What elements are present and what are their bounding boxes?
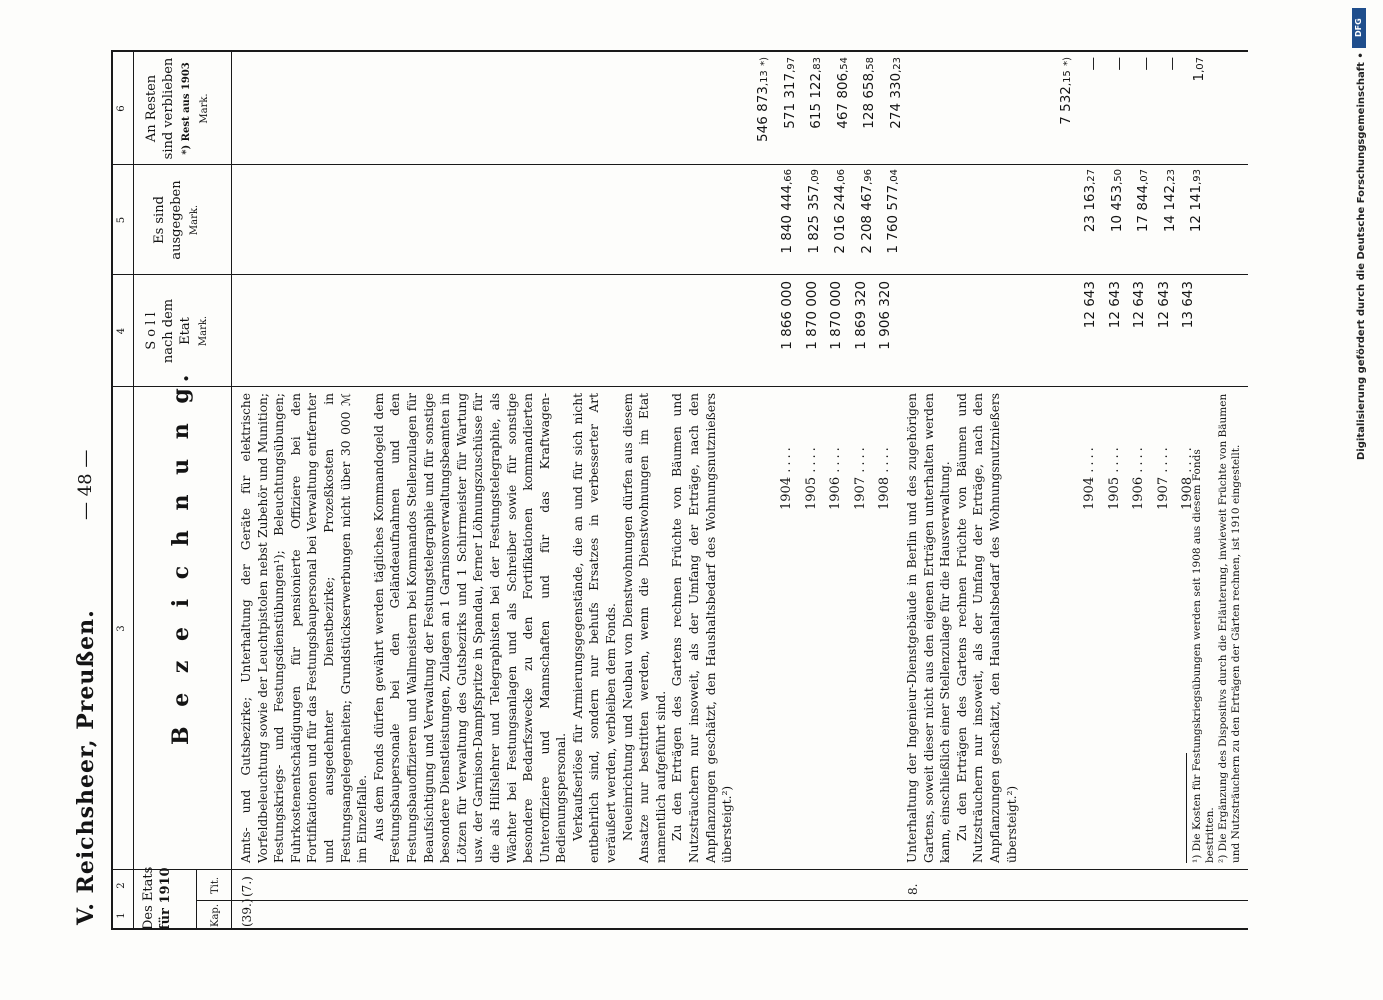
footnote-2: ²) Die Ergänzung des Dispositivs durch die Erläuterung, inwieweit Früchte von Bäumen und Nutzsträuchern zu den Erträgen der Gärten rechnen, ist 1910 eingestellt. [1217, 393, 1242, 863]
ausgegeben-value: 1 840 444,66 [779, 169, 795, 254]
year-row: 1905 .... [803, 444, 819, 510]
ausgegeben-value: 2 208 467,96 [858, 169, 875, 254]
year-row: 1905 .... [1106, 444, 1122, 510]
footnote-rule [1186, 753, 1187, 863]
kap-label: Kap. [210, 904, 221, 928]
dfg-logo: DFG [1352, 8, 1366, 48]
ausgegeben-value: 17 844,07 [1135, 169, 1151, 233]
col4-l3: Etat [178, 317, 193, 345]
year-row: 1904 .... [1082, 444, 1097, 510]
entry1-soll [775, 281, 898, 387]
rest-value: — [1164, 57, 1180, 71]
rest-value: — [1111, 57, 1127, 71]
rotated-page-content [18, 15, 1248, 965]
rest-value: 571 317,97 [781, 57, 798, 129]
rest-value: 615 122,83 [808, 57, 824, 129]
rest-value: 274 330,23 [887, 57, 904, 129]
entry2-para-2: Zu den Erträgen des Gartens rechnen Früchte von Bäumen und Nutzsträuchern nur insoweit, als der Umfang der Erträge, nach den Anpflanzungen geschätzt, den Haushaltsbedarf des Wohnungsnutznießers übersteigt.²) [954, 393, 1019, 863]
col6-l1: An Resten [144, 74, 159, 143]
entry1-text [238, 393, 736, 863]
rest-1903: 7 532,15 *) [1058, 57, 1074, 125]
colnum-rule [133, 50, 134, 930]
colnum-5: 5 [116, 216, 127, 224]
entry2-reste [1054, 57, 1213, 165]
page-number: — 48 — [75, 449, 96, 520]
col4-l2: nach dem [161, 298, 176, 364]
entry1-para-5: Zu den Erträgen des Gartens rechnen Früchte von Bäumen und Nutzsträuchern nur insoweit, als der Umfang der Erträge, nach den Anpflanzungen geschätzt, den Haushaltsbedarf des Wohnungsnutznießers übersteigt.²) [670, 393, 735, 863]
col5-header [151, 165, 203, 275]
col5-unit: Mark. [189, 204, 200, 236]
rest-value: — [1137, 57, 1154, 71]
entry2-years [1078, 444, 1201, 510]
col6-header [143, 52, 213, 165]
entry2-text [904, 393, 1020, 863]
col12-top: Des Etats [141, 866, 156, 930]
header-bottom-rule [231, 50, 232, 930]
soll-value: 1 870 000 [828, 281, 844, 350]
entry2-soll [1078, 281, 1201, 387]
soll-value: 1 870 000 [803, 281, 820, 350]
table-left-rule [111, 928, 1248, 930]
ausgegeben-value: 1 825 357,09 [805, 169, 822, 254]
rest-value: 467 806,54 [834, 57, 851, 129]
year-row: 1908 .... [1180, 444, 1195, 510]
soll-value: 12 643 [1082, 281, 1098, 329]
entry1-ausgegeben [775, 169, 908, 275]
col6-l3: *) Rest aus 1903 [181, 62, 192, 155]
colnum-2: 2 [116, 882, 127, 889]
soll-value: 1 866 000 [779, 281, 795, 350]
col6-l2: sind verblieben [161, 57, 176, 160]
col5-l1: Es sind [152, 196, 167, 244]
entry1-reste [751, 57, 910, 165]
colnum-3: 3 [116, 625, 127, 632]
col4-header [143, 275, 212, 387]
soll-value: 1 869 320 [852, 281, 869, 350]
soll-value: 12 643 [1155, 281, 1172, 329]
col12-year: für 1910 [158, 867, 173, 930]
tit-label: Tit. [210, 876, 221, 895]
footnote-1: ¹) Die Kosten für Festungskriegsübungen werden seit 1908 aus diesem Fonds bestritten. [1191, 449, 1216, 863]
soll-value: 13 643 [1180, 281, 1196, 329]
entry1-tit: (7.) [240, 876, 254, 897]
entry1-para-1: Amts- und Gutsbezirke; Unterhaltung der Geräte für elektrische Vorfeldbeleuchtung sowie der Leuchtpistolen nebst Zubehör und Munition; Festungskriegs- und Festungsdienstübungen¹); Beleuchtungsübungen; Fuhrkostenentschädigungen für pensionierte Offiziere bei den Fortifikationen und für das Festungsbaupersonal bei Verwaltung entfernter und ausgedehnter Dienstbezirke; Prozeßkosten in Festungsangelegenheiten; Grundstückserwerbungen nicht über 30 000 ℳ im Einzelfalle. [239, 393, 370, 863]
col5-l2: ausgegeben [169, 180, 184, 260]
entry1-para-3: Verkaufserlöse für Armierungsgegenstände, die an und für sich nicht entbehrlich sind, sondern nur behufs Ersatzes in verbesserter Art veräußert werden, verbleiben dem Fonds. [570, 393, 619, 863]
year-row: 1907 .... [852, 444, 868, 510]
col1-rule [111, 869, 1248, 870]
table-right-rule [111, 50, 1248, 52]
entry2-ausgegeben [1078, 169, 1211, 275]
entry2-para-1: Unterhaltung der Ingenieur-Dienstgebäude in Berlin und des zugehörigen Gartens, soweit dieser nicht aus den eigenen Erträgen unterhalten werden kann, einschließlich einer Stellenzulage für die Hausverwaltung. [905, 393, 953, 863]
year-row: 1907 .... [1155, 444, 1171, 510]
colnum-6: 6 [116, 105, 127, 112]
entry1-para-2: Aus dem Fonds dürfen gewährt werden tägliches Kommandogeld dem Festungsbaupersonale bei den Geländeaufnahmen und den Festungsbauoffizieren und Wallmeistern bei Kommandos Stellenzulagen für Beaufsichtigung und Verwaltung der Festungstelegraphie und für sonstige besondere Dienstleistungen, Zulagen an 1 Garnisonverwaltungsbeamten in Lötzen für Verwaltung des Gutsbezirks und 1 Schirrmeister für Wartung usw. der Garnison-Dampfspritze in Spandau, ferner Löhnungszuschüsse für die als Hilfslehrer und Telegraphisten bei der Festungstelegraphie, als Wächter bei Festungsanlagen und als Schreiber sowie für sonstige besondere Bedarfszwecke zu den Fortifikationen kommandierten Unteroffiziere und Mannschaften und für das Kraftwagen-Bedienungspersonal. [371, 393, 569, 863]
ausgegeben-value: 1 760 577,04 [885, 169, 901, 254]
ausgegeben-value: 2 016 244,06 [832, 169, 848, 254]
col12-header [140, 866, 174, 930]
col4-l1: S o l l [144, 312, 159, 350]
ausgegeben-value: 23 163,27 [1082, 169, 1098, 233]
ausgegeben-value: 14 142,23 [1161, 169, 1178, 233]
year-row: 1904 .... [779, 444, 794, 510]
col3-title: B e z e i c h n u n g. [168, 368, 194, 745]
col6-unit: Mark. [199, 93, 210, 124]
rest-value: 1,07 [1190, 57, 1207, 82]
rest-1903: 546 873,13 *) [755, 57, 771, 142]
rest-value: — [1084, 57, 1101, 71]
col1-sub [206, 901, 224, 930]
section-header: V. Reichsheer, Preußen. [73, 609, 99, 925]
soll-value: 1 906 320 [877, 281, 893, 350]
digitization-credit: Digitalisierung gefördert durch die Deutsche Forschungsgemeinschaft • [1356, 52, 1367, 460]
ausgegeben-value: 12 141,93 [1188, 169, 1204, 233]
table-top-rule [111, 50, 113, 930]
ausgegeben-value: 10 453,50 [1108, 169, 1125, 233]
rest-value: 128 658,58 [861, 57, 877, 129]
year-row: 1908 .... [877, 444, 892, 510]
entry2-tit: 8. [906, 883, 920, 895]
year-row: 1906 .... [828, 444, 843, 510]
entry1-para-4: Neueinrichtung und Neubau von Dienstwohnungen dürfen aus diesem Ansatze nur bestritten werden, wenn die Dienstwohnungen im Etat namentlich aufgeführt sind. [620, 393, 668, 863]
footnotes [1191, 393, 1243, 863]
entry1-kap: (39.) [240, 898, 254, 927]
soll-value: 12 643 [1106, 281, 1123, 329]
col4-unit: Mark. [198, 315, 209, 347]
soll-value: 12 643 [1131, 281, 1147, 329]
col2-sub [206, 870, 224, 901]
colnum-1: 1 [116, 912, 127, 919]
entry1-years [775, 444, 898, 510]
colnum-4: 4 [116, 327, 127, 335]
kap-tit-split [196, 900, 1248, 901]
year-row: 1906 .... [1131, 444, 1146, 510]
